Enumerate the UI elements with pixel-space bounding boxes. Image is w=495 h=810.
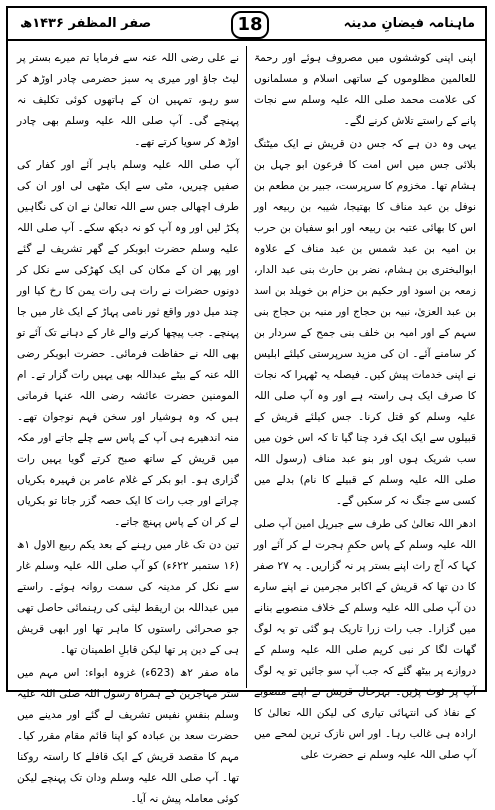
paragraph: تین دن تک غار میں رہنے کے بعد یکم ربیع الاول ۱ھ (۱۶ ستمبر ۶۲۲ء) کو آپ صلی اللہ علیہ وسلم غار سے نکل کر مدینہ کی سمت روانہ ہوئے۔ راستے میں عبداللہ بن اریقط لیثی کی رہنمائی حاصل تھی جو صحرائی راستوں کا ماہر تھا اور ابھی قریش ہی کے دین پر تھا لیکن قابلِ اطمینان تھا۔	[17, 539, 239, 656]
paragraph: اپنی اپنی کوششوں میں مصروف ہوئے اور رحمۃ للعالمین مظلوموں کے ساتھی اسلام و مسلمانوں کی علامت محمد صلی اللہ علیہ وسلم سے نجات پانے کے راستے تلاش کرنے لگے۔	[254, 52, 476, 127]
page-header	[8, 8, 485, 38]
paragraph: ادھر اللہ تعالیٰ کی طرف سے جبریل امین آپ صلی اللہ علیہ وسلم کے پاس حکمِ ہجرت لے کر آئے اور کہا کہ آج رات اپنے بستر پر نہ گزاریں۔ یہ ۲۷ صفر کا دن تھا کہ قریش کے اکابر مجرمین نے اپنے سارے دن آپ صلی اللہ علیہ وسلم کے خلاف منصوبے بنانے میں گزارا۔ جب رات زرا تاریک ہو گئی تو یہ لوگ گھات لگا کر نبی کریم صلی اللہ علیہ وسلم کے دروازے پر بیٹھ گئے کہ جب آپ سو جائیں تو یہ لوگ آپ پر ٹوٹ پڑیں۔ بہرحال قریش نے اپنے منصوبے کے نفاذ کی انتہائی تیاری کی لیکن اللہ تعالیٰ کا ارادہ ہی غالب رہا۔ اور اس نازک ترین لمحے میں آپ صلی اللہ علیہ وسلم نے حضرت علی	[254, 518, 477, 761]
column-divider	[246, 46, 247, 688]
page-frame	[6, 6, 487, 805]
paragraph: آپ صلی اللہ علیہ وسلم باہر آئے اور کفار کی صفیں چیریں، مٹی سے ایک مٹھی لی اور ان کی طرف اچھالی جس سے اللہ تعالیٰ نے ان کی نگاہیں پکڑ لیں اور وہ آپ کو نہ دیکھ سکے۔ آپ صلی اللہ علیہ وسلم حضرت ابوبکر کے گھر تشریف لے گئے اور پھر ان کے مکان کی ایک کھڑکی سے نکل کر دونوں حضرات نے رات ہی رات یمن کا رخ کیا اور چند میل دور واقع ثور نامی پہاڑ کے ایک غار میں جا پہنچے۔ جب پیچھا کرنے والے غار کے دہانے تک آئے تو بھی اللہ نے حفاظت فرمائی۔ حضرت ابوبکر رضی اللہ عنہ کے بیٹے عبداللہ بھی یہیں رات گزار تے۔ ام المومنین حضرت عائشہ رضی اللہ عنہا فرماتی ہیں کہ وہ ہوشیار اور سخن فہم نوجوان تھے۔ منہ اندھیرے ہی آپ کے پاس سے چلے جاتے اور مکہ میں قریش کے ساتھ صبح کرتے گویا یہیں رات گزاری ہو۔ ابو بکر کے غلام عامر بن فہیرہ بکریاں چراتے اور جب رات کا ایک حصہ گزر جاتا تو بکریاں لے کر ان کے پاس پہنچ جاتے۔	[17, 159, 239, 528]
paragraph: ماہ صفر ۲ھ (623ء) غزوہ ابواء: اس مہم میں ستر مہاجرین کے ہمراہ رسول اللہ صلی اللہ علیہ وسلم بنفسِ نفیس تشریف لے گئے اور مدینے میں حضرت سعد بن عبادہ کو اپنا قائم مقام مقرر کیا۔ مہم کا مقصد قریش کے ایک قافلے کا راستہ روکنا تھا۔ آپ صلی اللہ علیہ وسلم ودان تک پہنچے لیکن کوئی معاملہ پیش نہ آیا۔	[17, 667, 240, 805]
page-number-badge: 18	[231, 11, 269, 39]
header-divider	[8, 39, 485, 41]
paragraph: یہی وہ دن ہے کہ جس دن قریش نے ایک میٹنگ بلائی جس میں اس امت کا فرعون ابو جہل بن ہشام تھا۔ مخزوم کا سرپرست، جبیر بن مطعم بن نوفل بن عبد مناف کا بھتیجا، شیبہ بن ربیعہ اور اس کا بھائی عتبہ بن ربیعہ اور ابو سفیان بن حرب بن امیہ بن عبد شمس بن عبد مناف کے علاوہ ابوالبختری بن ہشام، نضر بن حارث بنی عبد الدار، زمعہ بن اسود اور حکیم بن حزام بن خویلد بن اسد بن عبد العزیٰ، نبیہ بن حجاج اور منبہ بن حجاج بنی سہم کے اور امیہ بن خلف بنی جمح کے سردار بن کر سامنے آئے۔ ان کی مزید سرپرستی کیلئے ابلیس نے اپنی خدمات پیش کیں۔ فیصلہ یہ ٹھہرا کہ نجات کا صرف ایک ہی راستہ ہے اور وہ آپ صلی اللہ علیہ وسلم کو قتل کرنا۔ جس کیلئے قریش کے قبیلوں سے ایک ایک فرد چنا گیا تا کہ اس خون میں سب شریک ہوں اور بنو عبد مناف (رسول اللہ صلی اللہ علیہ وسلم کے قبیلے کا نام) بدلے میں کسی سے جنگ نہ کر سکیں گے۔	[254, 138, 476, 507]
right-column	[254, 48, 477, 761]
issue-date: صفر المظفر ۱۴۳۶ھ	[20, 16, 152, 31]
magazine-name: ماہنامہ فیضانِ مدینہ	[343, 16, 475, 31]
left-column	[17, 48, 240, 805]
paragraph: نے علی رضی اللہ عنہ سے فرمایا تم میرے بستر پر لیٹ جاؤ اور میری یہ سبز حضرمی چادر اوڑھ کر سو رہو، تمہیں ان کے ہاتھوں کوئی تکلیف نہ پہنچے گی۔ آپ صلی اللہ علیہ وسلم بھی چادر اوڑھ کر سویا کرتے تھے۔	[17, 52, 239, 148]
